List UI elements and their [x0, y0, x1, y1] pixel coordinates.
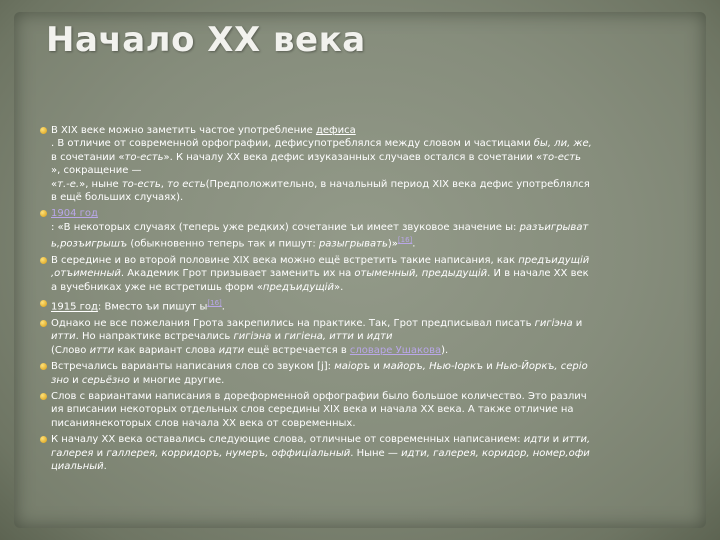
text-link[interactable]: 1915 год: [51, 301, 98, 313]
text-segment: (обыкновенно теперь так и пишут:: [127, 238, 319, 250]
text-segment: отыменный, предыдущій: [354, 268, 488, 280]
bullet-icon: [40, 363, 47, 370]
text-line: [51, 234, 692, 251]
text-line: [51, 433, 692, 446]
text-segment: В XIX веке можно заметить частое употребление: [51, 125, 316, 136]
text-segment: как вариант слова: [114, 344, 219, 356]
text-link[interactable]: дефиса: [315, 125, 356, 136]
text-segment: : «В некоторых случаях (теперь уже редких) сочетание ъи имеет звуковое значение ы:: [51, 221, 520, 233]
text-line: [51, 281, 692, 294]
text-segment: ь,розъигрышъ: [51, 238, 128, 250]
text-segment: гигіэна: [233, 331, 272, 343]
text-segment: то-есть: [542, 151, 582, 163]
text-segment: и многие другие.: [129, 374, 225, 386]
text-segment: и: [271, 331, 285, 343]
text-segment: ». К началу XX века дефис изуказанных случаев остался в сочетании «: [163, 151, 543, 163]
text-segment: . В отличие от современной орфографии, дефисупотреблялся между словом и частицами: [51, 138, 534, 150]
bullet-icon: [40, 300, 47, 307]
slide-title: Начало XX века: [46, 20, 366, 60]
text-line: [51, 254, 692, 267]
text-segment: разыгрывать: [318, 238, 388, 250]
text-segment: итти: [89, 344, 115, 356]
text-segment: галерея: [51, 447, 94, 459]
text-line: [51, 447, 692, 460]
text-line: [51, 164, 692, 177]
text-segment: (Слово: [51, 344, 90, 356]
bullet-icon: [40, 210, 47, 217]
bullet-icon: [40, 127, 47, 134]
text-link[interactable]: словаре Ушакова: [349, 344, 442, 356]
text-segment: Нью-Йоркъ, серіо: [495, 361, 588, 373]
text-segment: то-есть: [124, 151, 164, 163]
text-segment: маіоръ: [334, 361, 371, 373]
text-segment: ия вписании некоторых отдельных слов середины XIX века и начала XX века. А также отличие на: [51, 404, 574, 416]
text-line: [51, 151, 692, 164]
text-segment: ,отъименный: [51, 268, 121, 280]
bullet-icon: [40, 436, 47, 443]
text-segment: и: [93, 447, 107, 459]
text-segment: майоръ, Нью-Іоркъ: [383, 361, 484, 373]
bullet-item: [40, 360, 692, 387]
text-segment: и: [572, 317, 583, 329]
bullet-item: [40, 124, 692, 204]
text-line: [51, 207, 692, 220]
bullet-icon: [40, 320, 47, 327]
footnote-link[interactable]: [16]: [397, 236, 413, 245]
text-segment: : Вместо ъи пишут ы: [97, 301, 208, 313]
text-segment: галлерея, корридоръ, нумеръ, оффиціальный: [106, 447, 351, 459]
text-segment: разъигрыват: [519, 221, 589, 233]
text-line: [51, 317, 692, 330]
bullet-list: [40, 124, 692, 476]
text-segment: бы, ли, же,: [533, 138, 592, 150]
text-segment: итти: [51, 331, 76, 343]
text-segment: .: [103, 461, 107, 472]
text-segment: писаниянекоторых слов начала XX века от современных.: [51, 417, 356, 429]
text-segment: ещё встречается в: [244, 344, 350, 356]
text-segment: то-есть: [121, 178, 161, 190]
text-segment: .: [412, 238, 416, 250]
text-segment: идти: [523, 434, 550, 446]
text-segment: . И в начале XX век: [487, 268, 589, 280]
bullet-item: [40, 207, 692, 251]
text-segment: и: [353, 331, 367, 343]
text-segment: идти: [366, 331, 393, 343]
text-segment: т.-е.: [57, 178, 80, 190]
text-line: [51, 417, 692, 430]
text-line: [51, 390, 692, 403]
text-line: [51, 178, 692, 191]
text-line: [51, 124, 692, 137]
text-segment: ).: [441, 344, 449, 356]
text-segment: .: [221, 301, 225, 313]
text-segment: », сокращение —: [51, 165, 142, 177]
text-segment: циальный: [51, 461, 104, 472]
bullet-item: [40, 433, 692, 473]
text-line: [51, 330, 692, 343]
text-segment: в сочетании «: [51, 151, 125, 163]
bullet-item: [40, 317, 692, 357]
text-line: [51, 137, 692, 150]
text-segment: К началу XX века оставались следующие слова, отличные от современных написанием:: [51, 434, 524, 446]
text-segment: Слов с вариантами написания в дореформенной орфографии было большое количество. Это различ: [51, 390, 587, 402]
text-line: [51, 360, 692, 373]
text-segment: то есть: [167, 178, 206, 190]
text-segment: предъидущій: [518, 254, 590, 266]
bullet-item: [40, 254, 692, 294]
text-line: [51, 460, 692, 473]
text-line: [51, 297, 692, 314]
text-segment: ,: [160, 178, 168, 190]
text-segment: а вучебниках уже не встретишь форм «: [51, 281, 263, 293]
text-segment: . Но напрактике встречались: [75, 331, 234, 343]
text-segment: . Ныне —: [350, 447, 402, 459]
text-segment: )»: [387, 238, 398, 250]
text-line: [51, 374, 692, 387]
text-segment: и: [483, 361, 496, 373]
text-line: [51, 344, 692, 357]
text-segment: и: [549, 434, 563, 446]
text-segment: гигіэна: [534, 317, 573, 329]
footnote-link[interactable]: [16]: [207, 299, 222, 308]
text-segment: Однако не все пожелания Грота закрепились на практике. Так, Грот предписывал писать: [51, 317, 535, 329]
text-segment: предъидущій: [262, 281, 334, 293]
text-segment: гигіена, итти: [284, 331, 354, 343]
text-segment: и: [370, 361, 384, 373]
bullet-icon: [40, 393, 47, 400]
text-segment: (Предположительно, в начальный период XIX века дефис употреблялся: [205, 178, 590, 190]
text-segment: ».: [333, 281, 344, 293]
text-link[interactable]: 1904 год: [51, 208, 98, 220]
bullet-item: [40, 390, 692, 430]
text-segment: В середине и во второй половине XIX века можно ещё встретить такие написания, как: [51, 254, 519, 266]
text-line: [51, 191, 692, 204]
text-segment: зно: [51, 374, 69, 386]
bullet-item: [40, 297, 692, 314]
text-segment: Встречались варианты написания слов со звуком [j]:: [51, 361, 335, 373]
text-segment: и: [68, 374, 82, 386]
text-segment: итти,: [562, 434, 591, 446]
text-line: [51, 267, 692, 280]
text-line: [51, 221, 692, 234]
text-segment: «: [51, 178, 58, 190]
text-segment: серьёзно: [81, 374, 130, 386]
text-segment: идти, галерея, коридор, номер,офи: [401, 447, 590, 459]
text-segment: . Академик Грот призывает заменить их на: [120, 268, 355, 280]
text-segment: идти: [218, 344, 245, 356]
text-segment: », ныне: [79, 178, 122, 190]
bullet-icon: [40, 257, 47, 264]
text-line: [51, 403, 692, 416]
text-segment: в ещё больших случаях).: [51, 192, 184, 204]
